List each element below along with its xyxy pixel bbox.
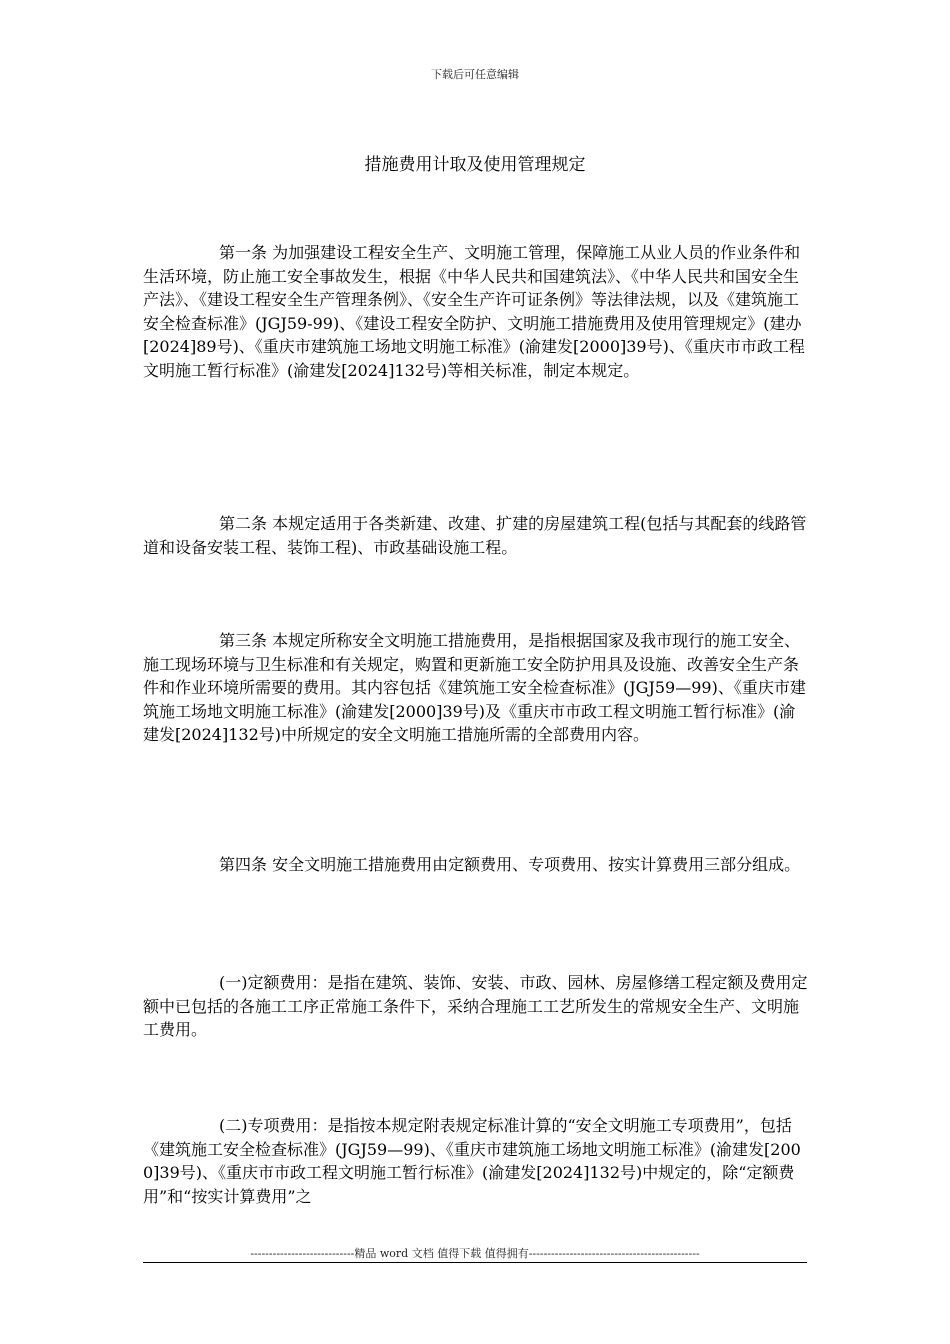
page-footer: ----------------------------精品 word 文档 值得下载 值得拥有---------------------------------------------- — [250, 1247, 700, 1260]
article-4-paragraph: 第四条 安全文明施工措施费用由定额费用、专项费用、按实计算费用三部分组成。 — [219, 855, 801, 874]
special-cost-paragraph: (二)专项费用：是指按本规定附表规定标准计算的“安全文明施工专项费用”，包括《建筑施工安全检查标准》(JGJ59—99)、《重庆市建筑施工场地文明施工标准》(渝建发[2000]39号)、《重庆市市政工程文明施工暂行标准》(渝建发[2024]132号)中规定的，除“定额费用”和“按实计算费用”之 — [143, 1116, 801, 1206]
article-3-paragraph: 第三条 本规定所称安全文明施工措施费用，是指根据国家及我市现行的施工安全、施工现场环境与卫生标准和有关规定，购置和更新施工安全防护用具及设施、改善安全生产条件和作业环境所需要的费用。其内容包括《建筑施工安全检查标准》(JGJ59—99)、《重庆市建筑施工场地文明施工标准》(渝建发[2000]39号)及《重庆市市政工程文明施工暂行标准》(渝建发[2024]132号)中所规定的安全文明施工措施所需的全部费用内容。 — [143, 631, 806, 745]
quota-cost-paragraph: (一)定额费用：是指在建筑、装饰、安装、市政、园林、房屋修缮工程定额及费用定额中已包括的各施工工序正常施工条件下，采纳合理施工工艺所发生的常规安全生产、文明施工费用。 — [143, 973, 808, 1040]
article-1-paragraph: 第一条 为加强建设工程安全生产、文明施工管理，保障施工从业人员的作业条件和生活环境，防止施工安全事故发生，根据《中华人民共和国建筑法》、《中华人民共和国安全生产法》、《建设工程安全生产管理条例》、《安全生产许可证条例》等法律法规，以及《建筑施工安全检查标准》(JGJ59-99)、《建设工程安全防护、文明施工措施费用及使用管理规定》(建办[2024]89号)、《重庆市建筑施工场地文明施工标准》(渝建发[2000]39号)、《重庆市市政工程文明施工暂行标准》(渝建发[2024]132号)等相关标准，制定本规定。 — [143, 243, 805, 380]
page-header: 下载后可任意编辑 — [431, 68, 519, 81]
document-title: 措施费用计取及使用管理规定 — [364, 155, 586, 175]
footer-divider — [143, 1262, 807, 1263]
article-2-paragraph: 第二条 本规定适用于各类新建、改建、扩建的房屋建筑工程(包括与其配套的线路管道和设备安装工程、装饰工程)、市政基础设施工程。 — [143, 514, 807, 557]
